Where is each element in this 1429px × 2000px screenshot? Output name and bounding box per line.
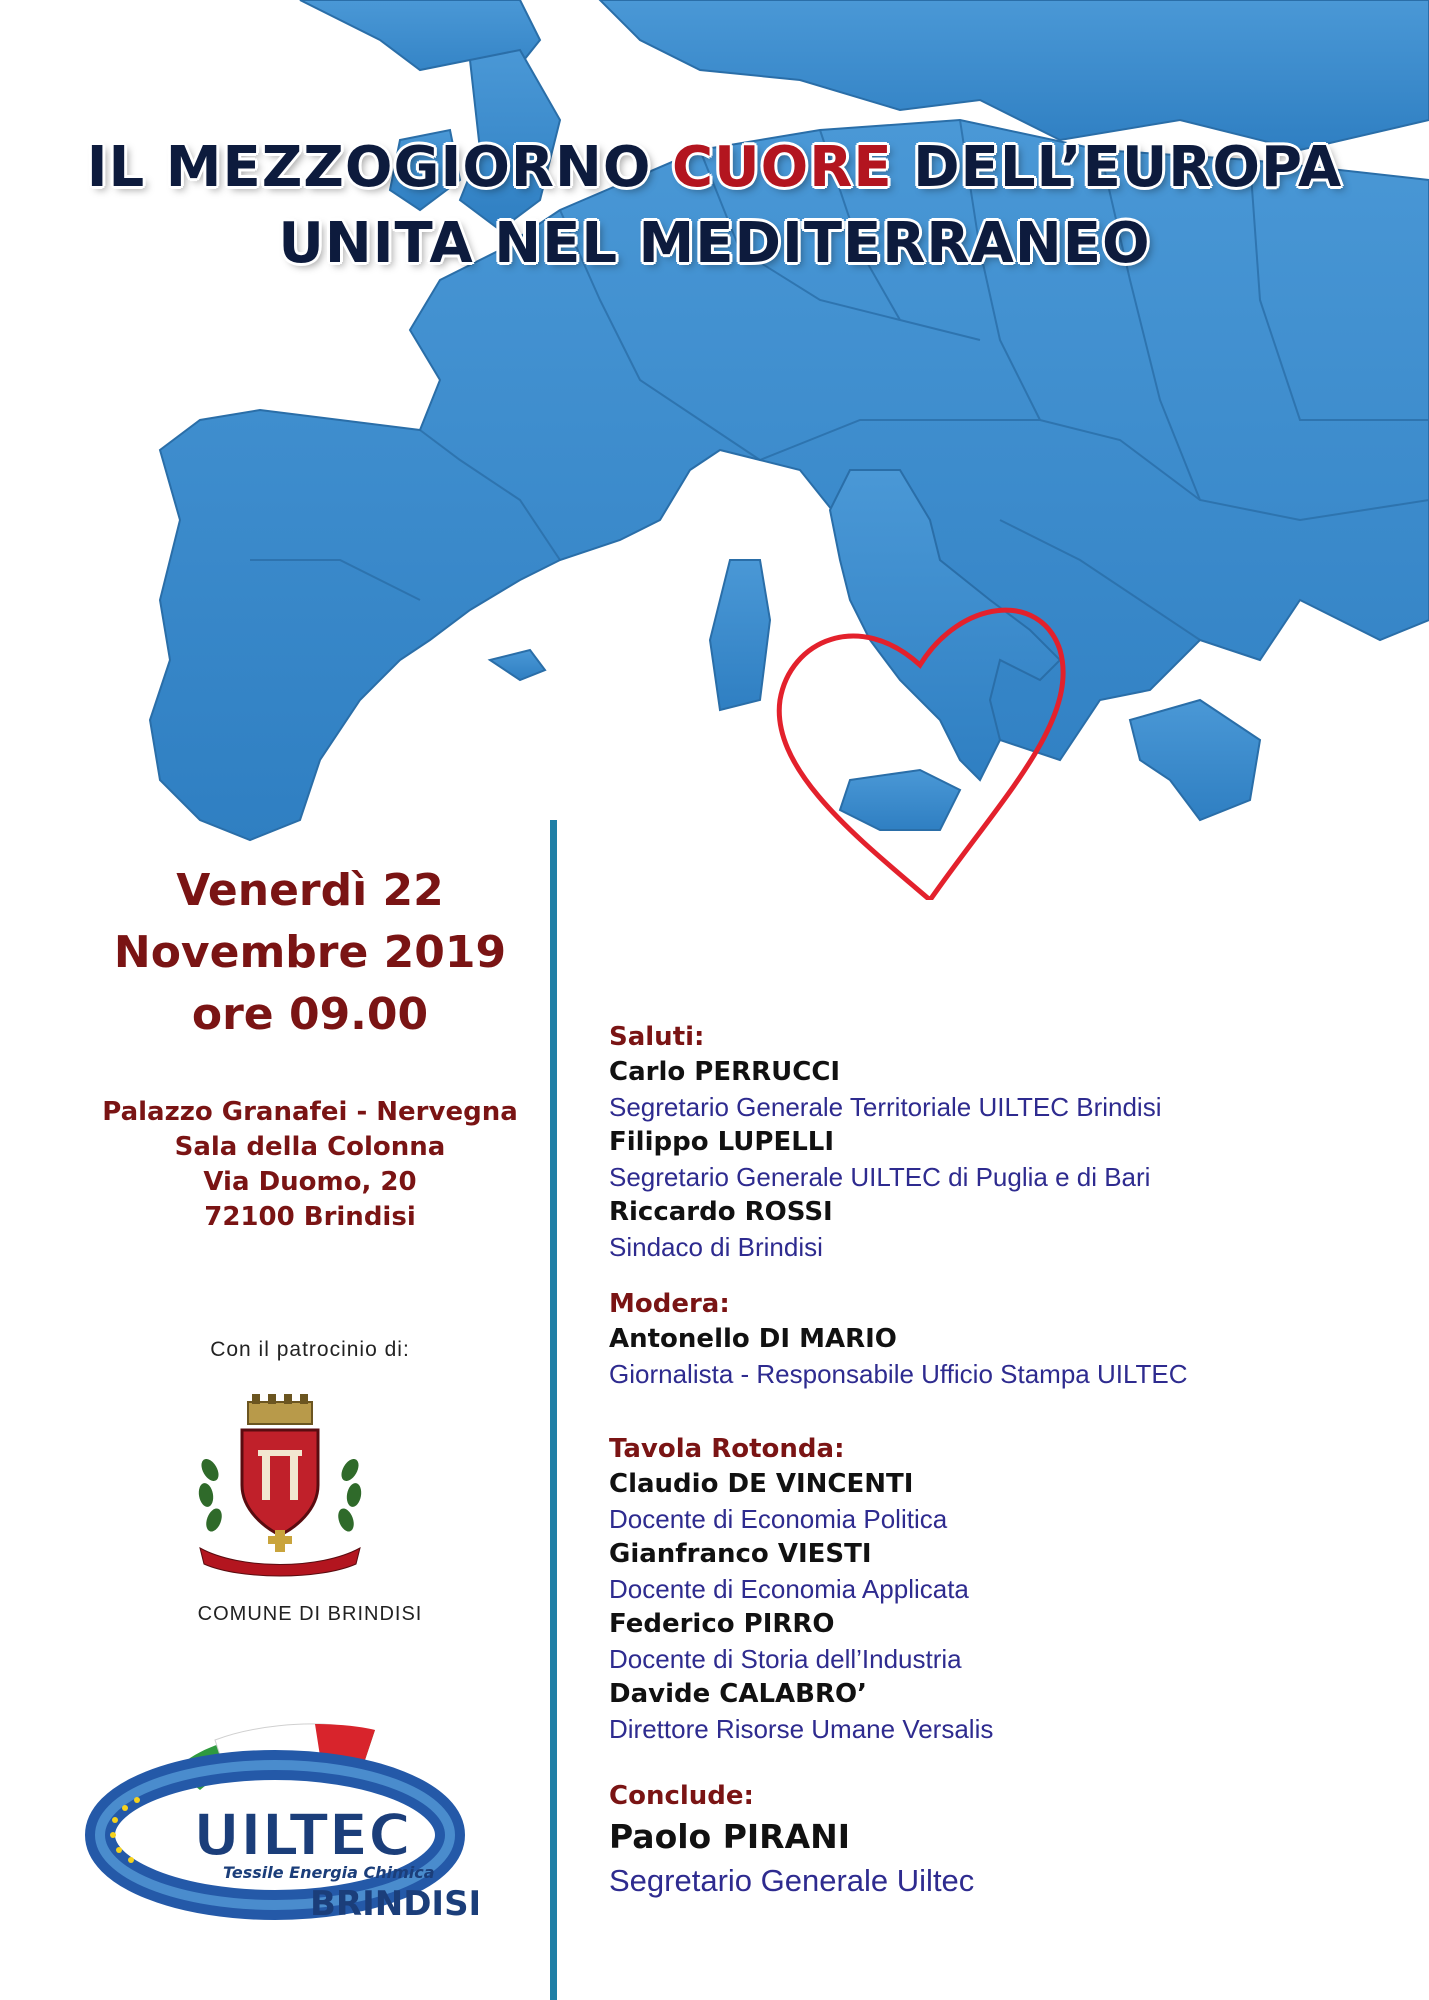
- speaker-role: Docente di Storia dell’Industria: [609, 1644, 962, 1674]
- venue-line-3: Via Duomo, 20: [203, 1167, 417, 1197]
- poster-title: [0, 130, 1429, 282]
- speaker-role: Sindaco di Brindisi: [609, 1232, 823, 1262]
- program-section-saluti: [609, 1020, 1409, 1265]
- event-time: ore 09.00: [191, 989, 429, 1040]
- patronage-label: Con il patrocinio di:: [210, 1338, 410, 1361]
- section-heading: Conclude:: [609, 1781, 754, 1811]
- section-heading: Modera:: [609, 1289, 730, 1319]
- uiltec-wordmark: UILTEC: [193, 1801, 411, 1869]
- program-section-modera: [609, 1287, 1409, 1392]
- venue-line-1: Palazzo Granafei - Nervegna: [102, 1097, 518, 1127]
- speaker-name: Federico PIRRO: [609, 1609, 835, 1639]
- section-heading: Saluti:: [609, 1022, 705, 1052]
- program-section-conclude: [609, 1779, 1409, 1903]
- title-line-2: UNITA NEL MEDITERRANEO: [278, 211, 1151, 276]
- comune-name: COMUNE DI BRINDISI: [197, 1603, 423, 1625]
- title-accent-word: CUORE: [672, 135, 893, 200]
- speaker-name: Paolo PIRANI: [609, 1817, 851, 1856]
- speaker-role: Giornalista - Responsabile Ufficio Stampa UILTEC: [609, 1359, 1188, 1389]
- event-date-time: [30, 860, 590, 1046]
- speaker-name: Carlo PERRUCCI: [609, 1057, 841, 1087]
- speaker-name: Antonello DI MARIO: [609, 1324, 897, 1354]
- speaker-role: Direttore Risorse Umane Versalis: [609, 1714, 994, 1744]
- speaker-role: Docente di Economia Politica: [609, 1504, 948, 1534]
- speaker-name: Filippo LUPELLI: [609, 1127, 835, 1157]
- brindisi-crest-logo: [180, 1380, 380, 1580]
- uiltec-tagline: Tessile Energia Chimica: [223, 1863, 435, 1882]
- venue-line-2: Sala della Colonna: [174, 1132, 446, 1162]
- title-line-1-start: IL MEZZOGIORNO: [86, 135, 673, 200]
- speaker-name: Claudio DE VINCENTI: [609, 1469, 914, 1499]
- title-line-1-end: DELL’EUROPA: [892, 135, 1343, 200]
- venue-line-4: 72100 Brindisi: [204, 1202, 416, 1232]
- title-line-1: [0, 130, 1429, 206]
- event-date-month-year: Novembre 2019: [113, 927, 507, 978]
- uiltec-branch: BRINDISI: [310, 1884, 482, 1924]
- program-section-tavola-rotonda: [609, 1432, 1409, 1747]
- speaker-name: Gianfranco VIESTI: [609, 1539, 872, 1569]
- uiltec-logo: [75, 1700, 515, 1930]
- event-program: [609, 1020, 1409, 1925]
- speaker-name: Riccardo ROSSI: [609, 1197, 833, 1227]
- speaker-role: Docente di Economia Applicata: [609, 1574, 969, 1604]
- speaker-role: Segretario Generale Uiltec: [609, 1863, 975, 1898]
- speaker-role: Segretario Generale UILTEC di Puglia e di Bari: [609, 1162, 1151, 1192]
- section-heading: Tavola Rotonda:: [609, 1434, 845, 1464]
- event-date-day: Venerdì 22: [176, 865, 444, 916]
- speaker-role: Segretario Generale Territoriale UILTEC Brindisi: [609, 1092, 1162, 1122]
- speaker-name: Davide CALABRO’: [609, 1679, 867, 1709]
- event-venue: [30, 1095, 590, 1235]
